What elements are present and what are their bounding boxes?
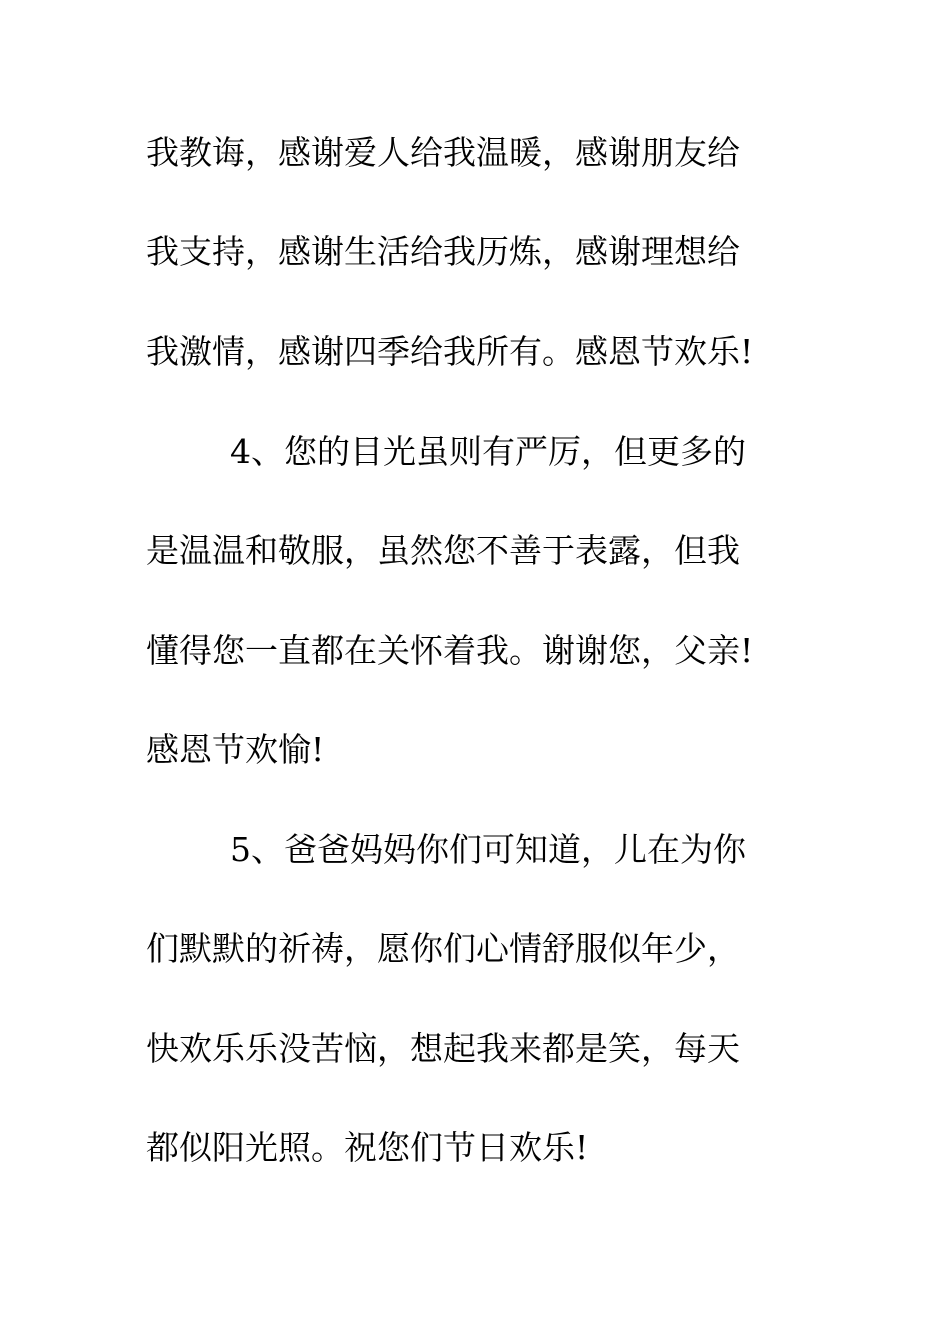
text-line-6: 懂得您一直都在关怀着我。谢谢您，父亲! (146, 631, 754, 670)
text-line-7: 感恩节欢愉! (146, 730, 325, 769)
paragraph-4-first-line: 4、您的目光虽则有严厉，但更多的 (230, 432, 746, 471)
text-line-2: 我支持，感谢生活给我历炼，感谢理想给 (146, 232, 740, 271)
text-line-3: 我激情，感谢四季给我所有。感恩节欢乐! (146, 332, 754, 371)
text-line-1: 我教诲，感谢爱人给我温暖，感谢朋友给 (146, 133, 740, 172)
paragraph-5-first-line: 5、爸爸妈妈你们可知道，儿在为你 (230, 830, 746, 869)
text-line-9: 们默默的祈祷，愿你们心情舒服似年少， (146, 929, 740, 968)
text-line-10: 快欢乐乐没苦恼，想起我来都是笑，每天 (146, 1029, 740, 1068)
text-line-5: 是温温和敬服，虽然您不善于表露，但我 (146, 531, 740, 570)
text-line-11: 都似阳光照。祝您们节日欢乐! (146, 1128, 589, 1167)
